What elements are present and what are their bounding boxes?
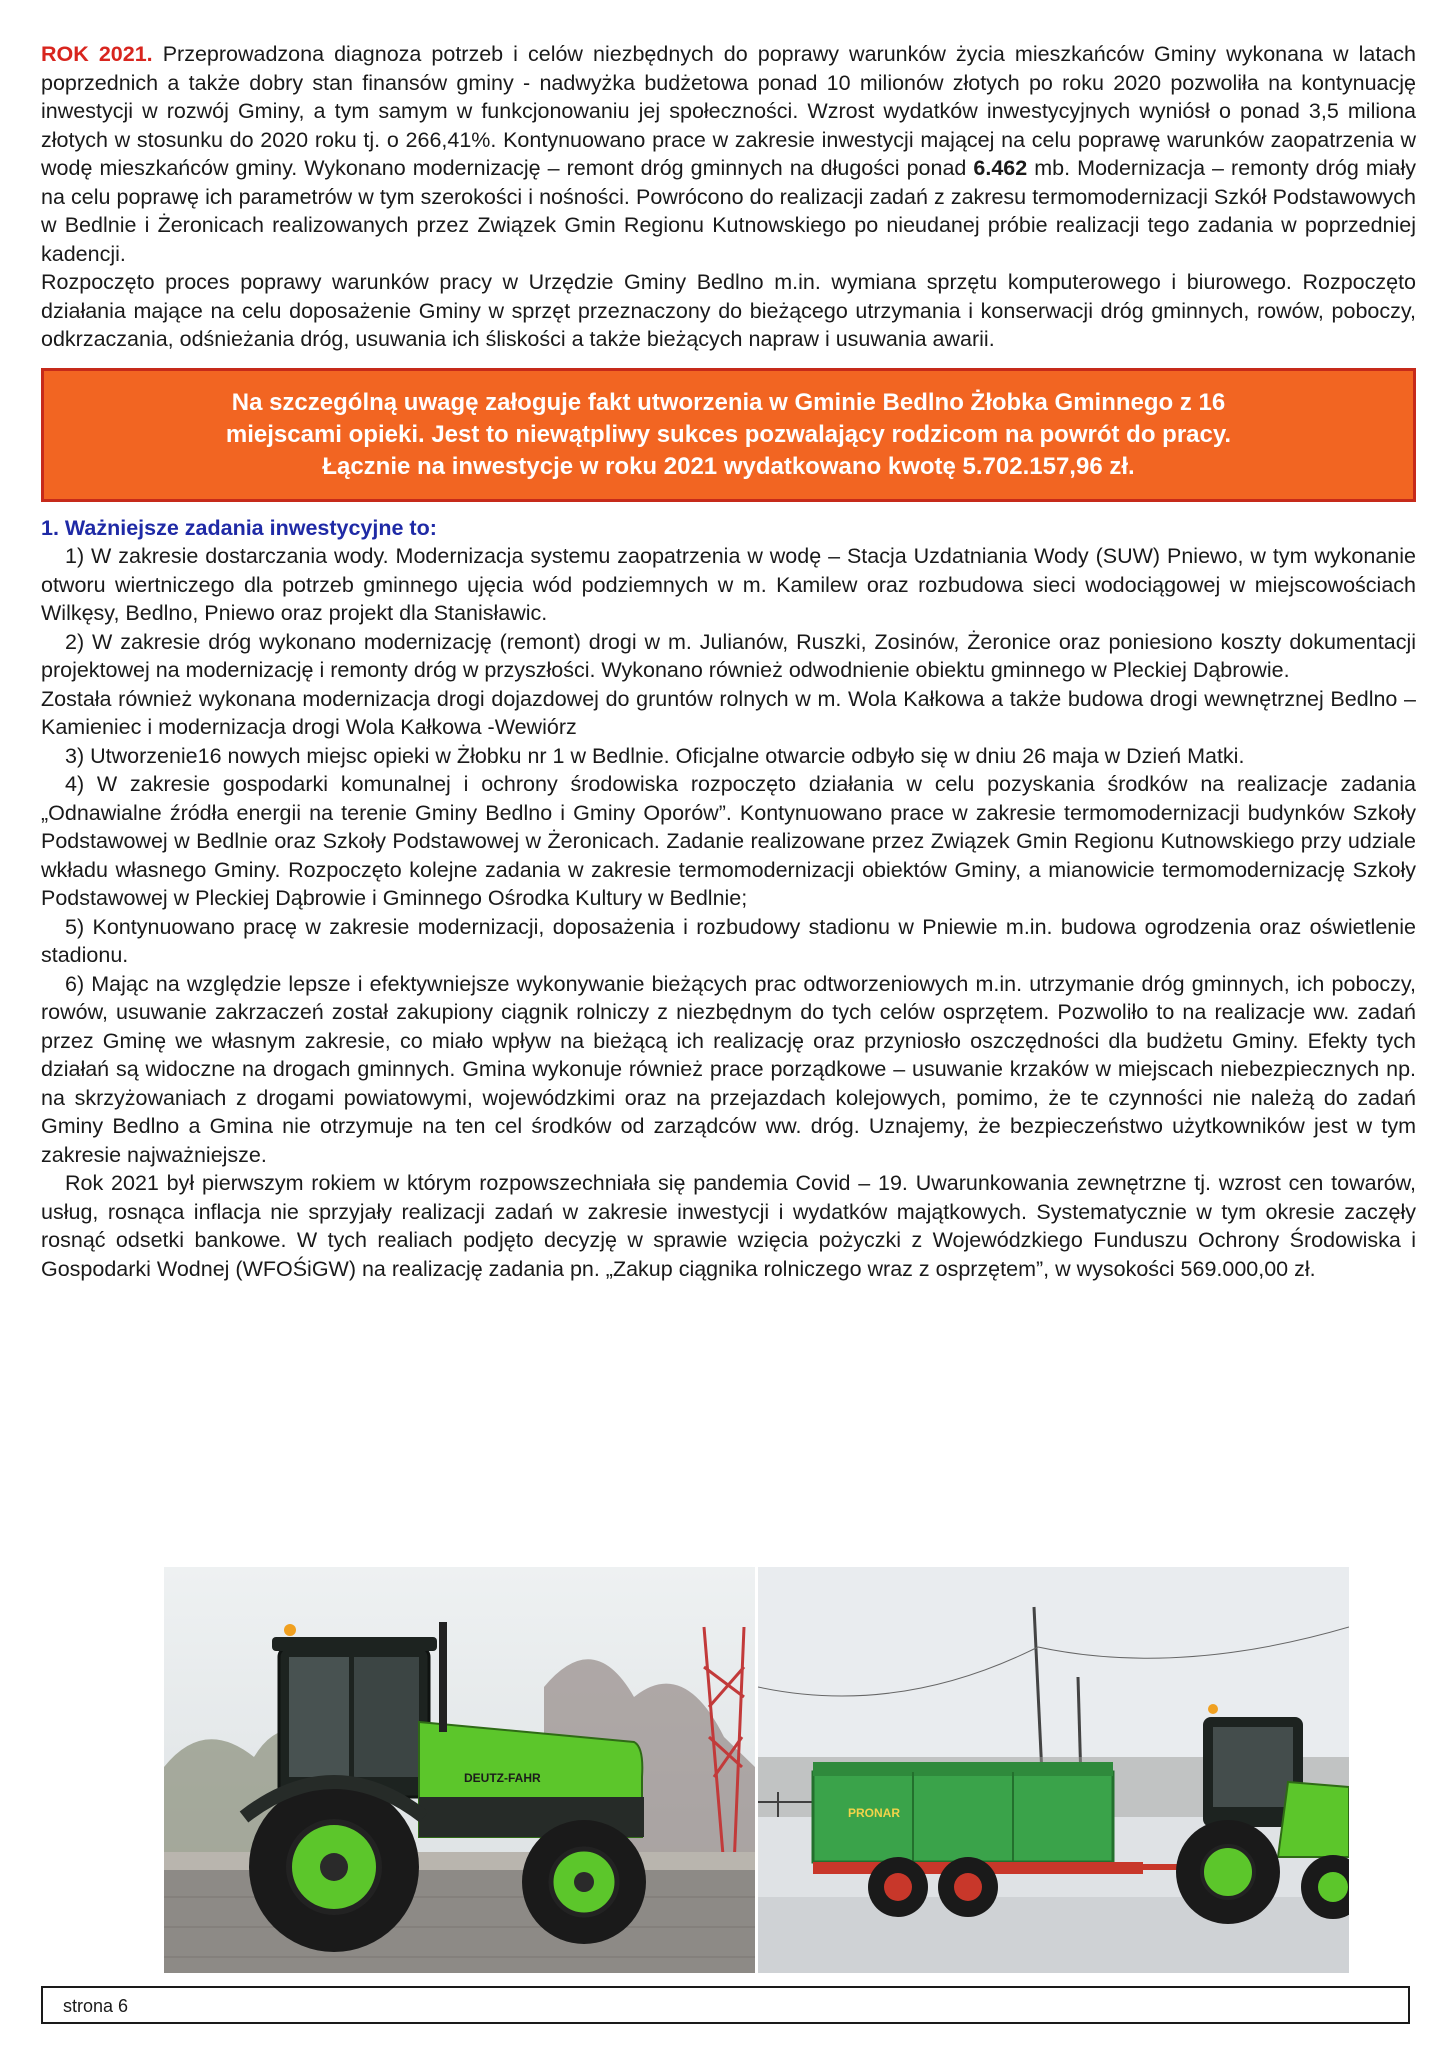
tractor-brand-label: DEUTZ-FAHR <box>464 1771 541 1785</box>
intro-text-2: mb. Modernizacja – remonty dróg miały na celu poprawę ich parametrów w tym szerokości i nośności. Powrócono do realizacji zadań z zakresu termomodernizacji Szkół Podstawowych w Bedlnie i Żeronicach realizowanych przez Związek Gmin Regionu Kutnowskiego po nieudanej próbie realizacji tego zadania w poprzedniej kadencji. <box>41 156 1417 266</box>
banner-line-2: miejscami opieki. Jest to niewątpliwy sukces pozwalający rodzicom na powrót do pracy. <box>225 420 1232 448</box>
trailer-brand-label: PRONAR <box>848 1806 901 1820</box>
trailer-photo <box>758 1567 1349 1973</box>
item-5: 5) Kontynuowano pracę w zakresie modernizacji, doposażenia i rozbudowy stadionu w Pniewie m.in. budowa ogrodzenia oraz oświetlenie stadionu. <box>41 914 1416 967</box>
item-2b: Została również wykonana modernizacja drogi dojazdowej do gruntów rolnych w m. Wola Kałkowa a także budowa drogi wewnętrznej Bedlno – Kamieniec i modernizacja drogi Wola Kałkowa -Wewiórz <box>41 686 1416 739</box>
item-3: 3) Utworzenie16 nowych miejsc opieki w Żłobku nr 1 w Bedlnie. Oficjalne otwarcie odbyło się w dniu 26 maja w Dzień Matki. <box>65 743 1245 768</box>
photo-strip <box>164 1567 1349 1973</box>
tractor-photo <box>164 1567 755 1973</box>
section-heading: 1. Ważniejsze zadania inwestycyjne to: <box>41 515 437 540</box>
item-2: 2) W zakresie dróg wykonano modernizację (remont) drogi w m. Julianów, Ruszki, Zosinów, Żeronice oraz poniesiono koszty dokumentacji projektowej na modernizację i remonty dróg w przyszłości. Wykonano również odwodnienie obiektu gminnego w Pleckiej Dąbrowie. <box>41 629 1416 682</box>
closing-paragraph: Rok 2021 był pierwszym rokiem w którym rozpowszechniała się pandemia Covid – 19. Uwarunkowania zewnętrzne tj. wzrost cen towarów, usług, rosnąca inflacja nie sprzyjały realizacji zadań w zakresie inwestycji i wydatków majątkowych. Systematycznie w tym okresie zaczęły rosnąć odsetki bankowe. W tych realiach podjęto decyzję w sprawie wzięcia pożyczki z Wojewódzkiego Funduszu Ochrony Środowiska i Gospodarki Wodnej (WFOŚiGW) na realizację zadania pn. „Zakup ciągnika rolniczego wraz z osprzętem”, w wysokości 569.000,00 zł. <box>41 1171 1416 1281</box>
banner-line-3: Łącznie na inwestycje w roku 2021 wydatkowano kwotę 5.702.157,96 zł. <box>322 452 1135 480</box>
highlight-banner <box>41 368 1416 502</box>
page-footer <box>41 1986 1410 2024</box>
item-1: 1) W zakresie dostarczania wody. Modernizacja systemu zaopatrzenia w wodę – Stacja Uzdatniania Wody (SUW) Pniewo, w tym wykonanie otworu wiertniczego dla potrzeb gminnego ujęcia wód podziemnych w m. Kamilew oraz rozbudowa sieci wodociągowej w miejscowościach Wilkęsy, Bedlno, Pniewo oraz projekt dla Stanisławic. <box>41 544 1416 625</box>
road-length: 6.462 <box>973 156 1028 180</box>
intro-paragraph <box>41 40 1416 268</box>
item-4: 4) W zakresie gospodarki komunalnej i ochrony środowiska rozpoczęto działania w celu pozyskania środków na realizacje zadania „Odnawialne źródła energii na terenie Gminy Bedlno i Gminy Oporów”. Kontynuowano prace w zakresie termomodernizacji budynków Szkoły Podstawowej w Bedlnie oraz Szkoły Podstawowej w Żeronicach. Zadanie realizowane przez Związek Gmin Regionu Kutnowskiego przy udziale wkładu własnego Gminy. Rozpoczęto kolejne zadania w zakresie termomodernizacji obiektów Gminy, a mianowicie termomodernizację Szkoły Podstawowej w Pleckiej Dąbrowie i Gminnego Ośrodka Kultury w Bedlnie; <box>41 772 1416 910</box>
document-page <box>41 40 1416 1283</box>
item-6: 6) Mając na względzie lepsze i efektywniejsze wykonywanie bieżących prac odtworzeniowych m.in. utrzymanie dróg gminnych, ich poboczy, rowów, usuwanie zakrzaczeń został zakupiony ciągnik rolniczy z niezbędnym do tych celów osprzętem. Pozwoliło to na realizacje ww. zadań przez Gminę we własnym zakresie, co miało wpływ na bieżącą ich realizację oraz przyniosło oszczędności dla budżetu Gminy. Efekty tych działań są widoczne na drogach gminnych. Gmina wykonuje również prace porządkowe – usuwanie krzaków w miejscach niebezpiecznych np. na skrzyżowaniach z drogami powiatowymi, wojewódzkimi oraz na przejazdach kolejowych, pomimo, że te czynności nie należą do zadań Gminy Bedlno a Gmina nie otrzymuje na ten cel środków od zarządców ww. dróg. Uznajemy, że bezpieczeństwo użytkowników jest w tym zakresie najważniejsze. <box>41 971 1416 1167</box>
intro-text: Przeprowadzona diagnoza potrzeb i celów niezbędnych do poprawy warunków życia mieszkańców Gminy wykonana w latach poprzednich a także dobry stan finansów gminy - nadwyżka budżetowa ponad 10 milionów złotych po roku 2020 pozwoliła na kontynuację inwestycji w rozwój Gminy, a tym samym w funkcjonowaniu jej społeczności. Wzrost wydatków inwestycyjnych wyniósł o ponad 3,5 miliona złotych w stosunku do 2020 roku tj. o 266,41%. Kontynuowano prace w zakresie inwestycji mającej na celu poprawę warunków zaopatrzenia w wodę mieszkańców gminy. Wykonano modernizację – remont dróg gminnych na długości ponad <box>41 42 1416 180</box>
banner-line-1: Na szczególną uwagę załoguje fakt utworzenia w Gminie Bedlno Żłobka Gminnego z 16 <box>231 388 1226 416</box>
year-label: ROK 2021. <box>41 42 153 66</box>
page-number: strona 6 <box>63 1996 129 2016</box>
intro-paragraph-2: Rozpoczęto proces poprawy warunków pracy w Urzędzie Gminy Bedlno m.in. wymiana sprzętu komputerowego i biurowego. Rozpoczęto działania mające na celu doposażenie Gminy w sprzęt przeznaczony do bieżącego utrzymania i konserwacji dróg gminnych, rowów, poboczy, odkrzaczania, odśnieżania dróg, usuwania ich śliskości a także bieżących napraw i usuwania awarii. <box>41 270 1416 351</box>
